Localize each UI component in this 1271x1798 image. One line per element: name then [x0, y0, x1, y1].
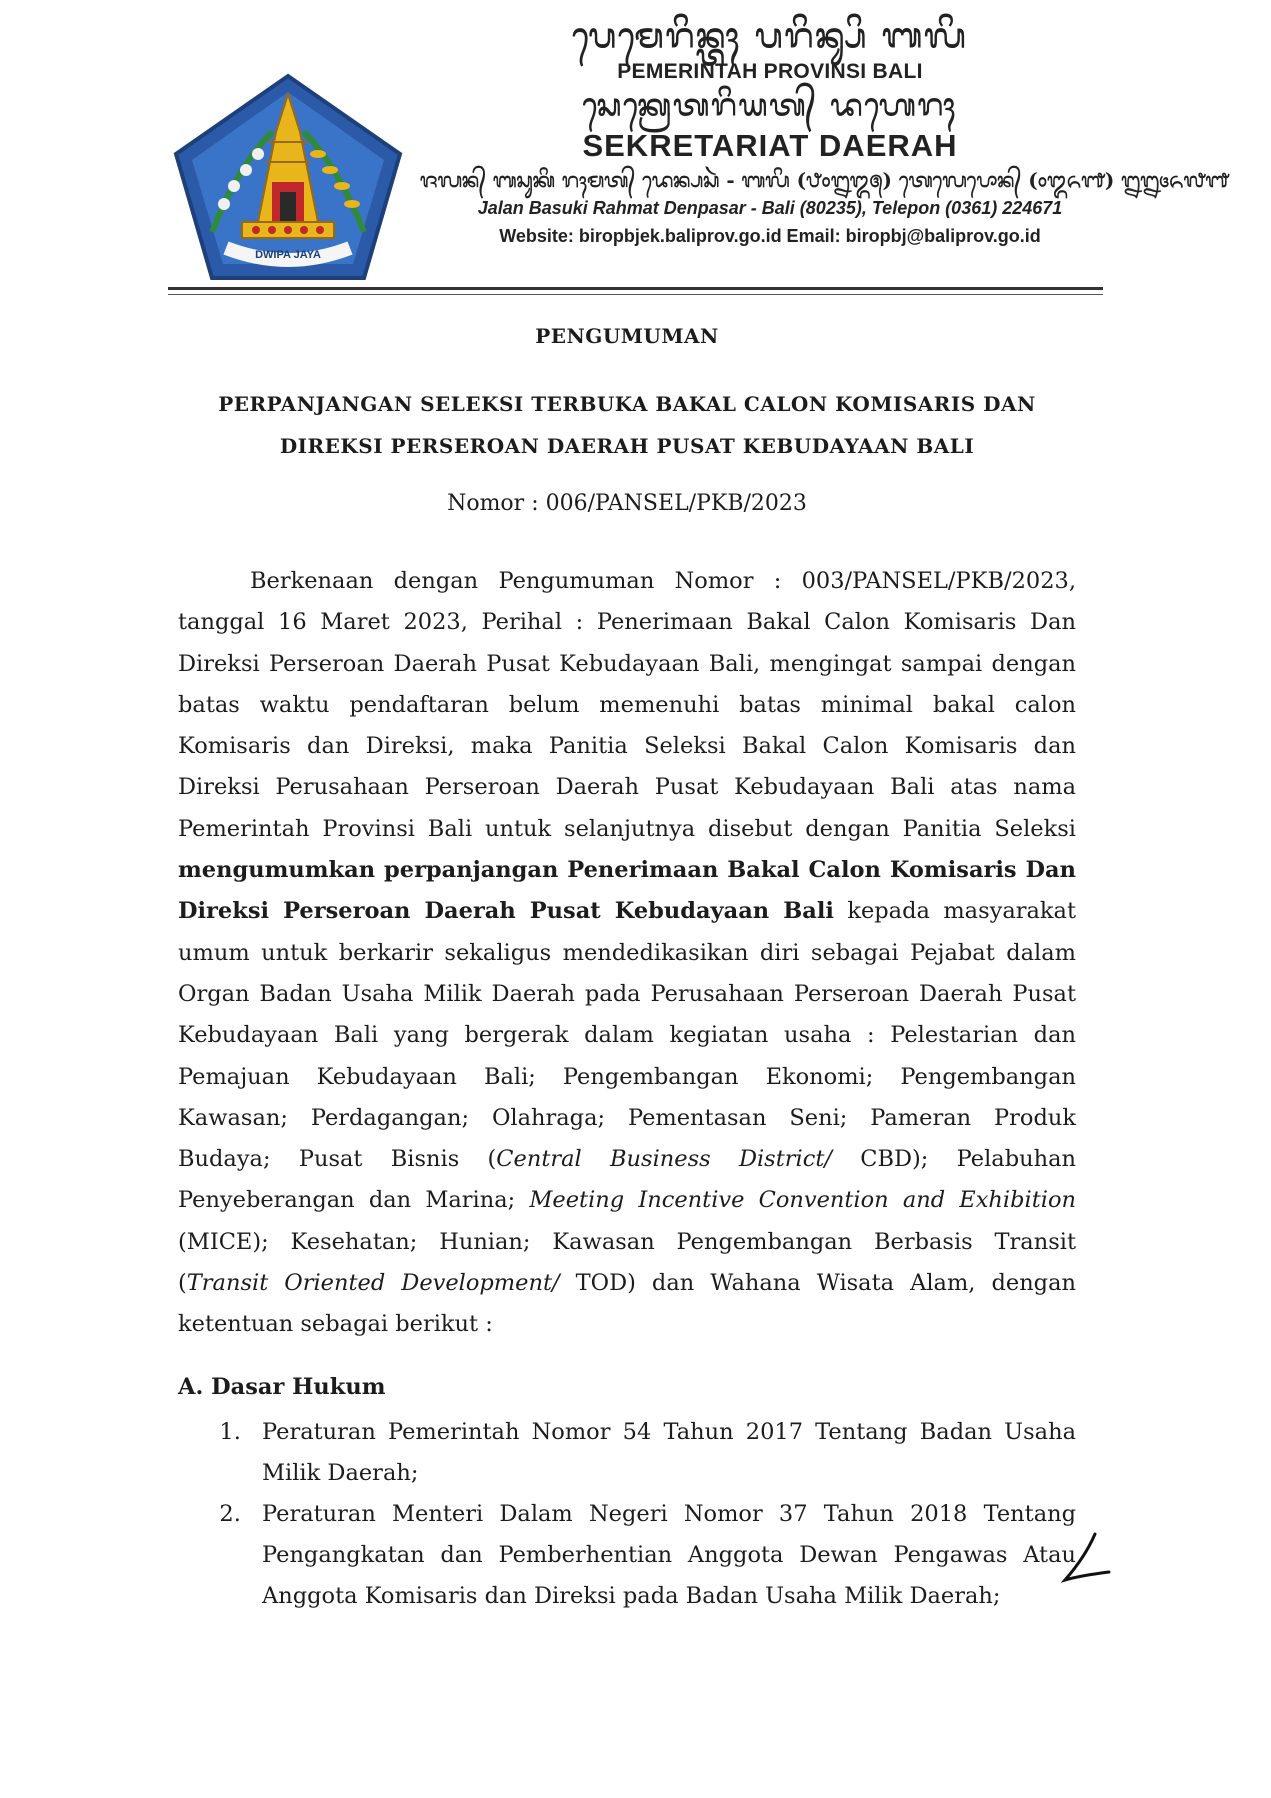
paragraph-text-3: CBD); Pelabuhan Penyeberangan dan Marina; — [178, 1146, 1076, 1214]
subject-line-2: DIREKSI PERSEROAN DAERAH PUSAT KEBUDAYAAN BALI — [279, 434, 975, 458]
website-email: Website: biropbjek.baliprov.go.id Email: biropbj@baliprov.go.id — [499, 226, 1041, 246]
paragraph-text-4: (MICE); Kesehatan; Hunian; Kawasan Pengembangan Berbasis Transit ( — [178, 1228, 1076, 1297]
balinese-script-line-2: ᬲᬾᬓ᭄ᬭᬾᬢᬭᬶᬬᬢ᭄ ᬤᬳᬾᬭᬄ — [582, 88, 958, 123]
initial-signature-mark — [1055, 1528, 1115, 1588]
bali-province-emblem — [172, 72, 404, 282]
office-address — [420, 194, 1120, 222]
balinese-script-line-1: ᬧᬾᬫᬾᬭᬶᬦ᭄ᬢᬄ ᬧᬭᬶᬦ᭄ᬲᬶ ᬩᬮᬶ — [572, 16, 968, 56]
number-label: Nomor : — [447, 491, 539, 516]
paragraph-text-1: Berkenaan dengan Pengumuman Nomor : 003/PANSEL/PKB/2023, tanggal 16 Maret 2023, Perihal : Penerimaan Bakal Calon Komisaris Dan Direksi Perseroan Daerah Pusat Kebudayaan Bali, mengingat sampai dengan batas waktu pendaftaran belum memenuhi batas minimal bakal calon Komisaris dan Direksi, maka Panitia Seleksi Bakal Calon Komisaris dan Direksi Perusahaan Perseroan Daerah Pusat Kebudayaan Bali atas nama Pemerintah Provinsi Bali untuk selanjutnya disebut dengan Panitia Seleksi — [178, 568, 1076, 842]
number-value: 006/PANSEL/PKB/2023 — [545, 491, 807, 516]
balinese-script-line-3: ᬚᬮᬦ᭄ ᬩᬲᬸᬓᬶ ᬭᬄᬫᬢ᭄ ᬤᬾᬦ᭄ᬧᬲᬃ - ᬩᬮᬶ (᭘᭐᭒᭓᭕) ᬢᬾᬮᬾᬧᭀᬦ᭄ (᭐᭓᭖᭑) ᭒᭒᭔᭖᭗᭑ — [420, 168, 1230, 192]
emblem-motto: DWIPA JAYA — [255, 249, 321, 261]
document-title: PENGUMUMAN — [535, 324, 719, 348]
paragraph-italic-mice: Meeting Incentive Convention and Exhibition — [529, 1187, 1076, 1214]
legal-basis-list — [178, 1412, 1076, 1617]
paragraph-text-2: kepada masyarakat umum untuk berkarir sekaligus mendedikasikan diri sebagai Pejabat dalam Organ Badan Usaha Milik Daerah pada Perusahaan Perseroan Daerah Pusat Kebudayaan Bali yang bergerak dalam kegiatan usaha : Pelestarian dan Pemajuan Kebudayaan Bali; Pengembangan Ekonomi; Pengembangan Kawasan; Perdagangan; Olahraga; Pementasan Seni; Pameran Produk Budaya; Pusat Bisnis ( — [178, 898, 1077, 1173]
address-text: Jalan Basuki Rahmat Denpasar - Bali (80235), Telepon (0361) 224671 — [477, 198, 1063, 218]
section-a-title: A. Dasar Hukum — [178, 1374, 386, 1401]
main-paragraph — [178, 561, 1076, 1346]
letterhead-divider-thin — [168, 294, 1103, 295]
paragraph-text-5: TOD) dan Wahana Wisata Alam, dengan ketentuan sebagai berikut : — [178, 1270, 1076, 1338]
subject-heading — [178, 383, 1076, 467]
office-name: SEKRETARIAT DAERAH — [582, 128, 958, 163]
document-number — [178, 489, 1076, 519]
paragraph-italic-cbd: Central Business District/ — [496, 1146, 832, 1173]
announcement-body — [178, 315, 1076, 1617]
letterhead — [420, 14, 1230, 250]
letterhead-divider-thick — [168, 287, 1103, 290]
paragraph-bold-announcement: mengumumkan perpanjangan Penerimaan Bakal Calon Komisaris Dan Direksi Perseroan Daerah Pusat Kebudayaan Bali — [178, 857, 1076, 925]
government-name: PEMERINTAH PROVINSI BALI — [617, 60, 923, 83]
paragraph-italic-tod: Transit Oriented Development/ — [186, 1270, 560, 1297]
legal-basis-item: 1. Peraturan Pemerintah Nomor 54 Tahun 2017 Tentang Badan Usaha Milik Daerah; — [248, 1412, 1076, 1494]
subject-line-1: PERPANJANGAN SELEKSI TERBUKA BAKAL CALON KOMISARIS DAN — [218, 392, 1036, 416]
legal-basis-item: 2. Peraturan Menteri Dalam Negeri Nomor 37 Tahun 2018 Tentang Pengangkatan dan Pemberhentian Anggota Dewan Pengawas Atau Anggota Komisaris dan Direksi pada Badan Usaha Milik Daerah; — [248, 1494, 1076, 1617]
